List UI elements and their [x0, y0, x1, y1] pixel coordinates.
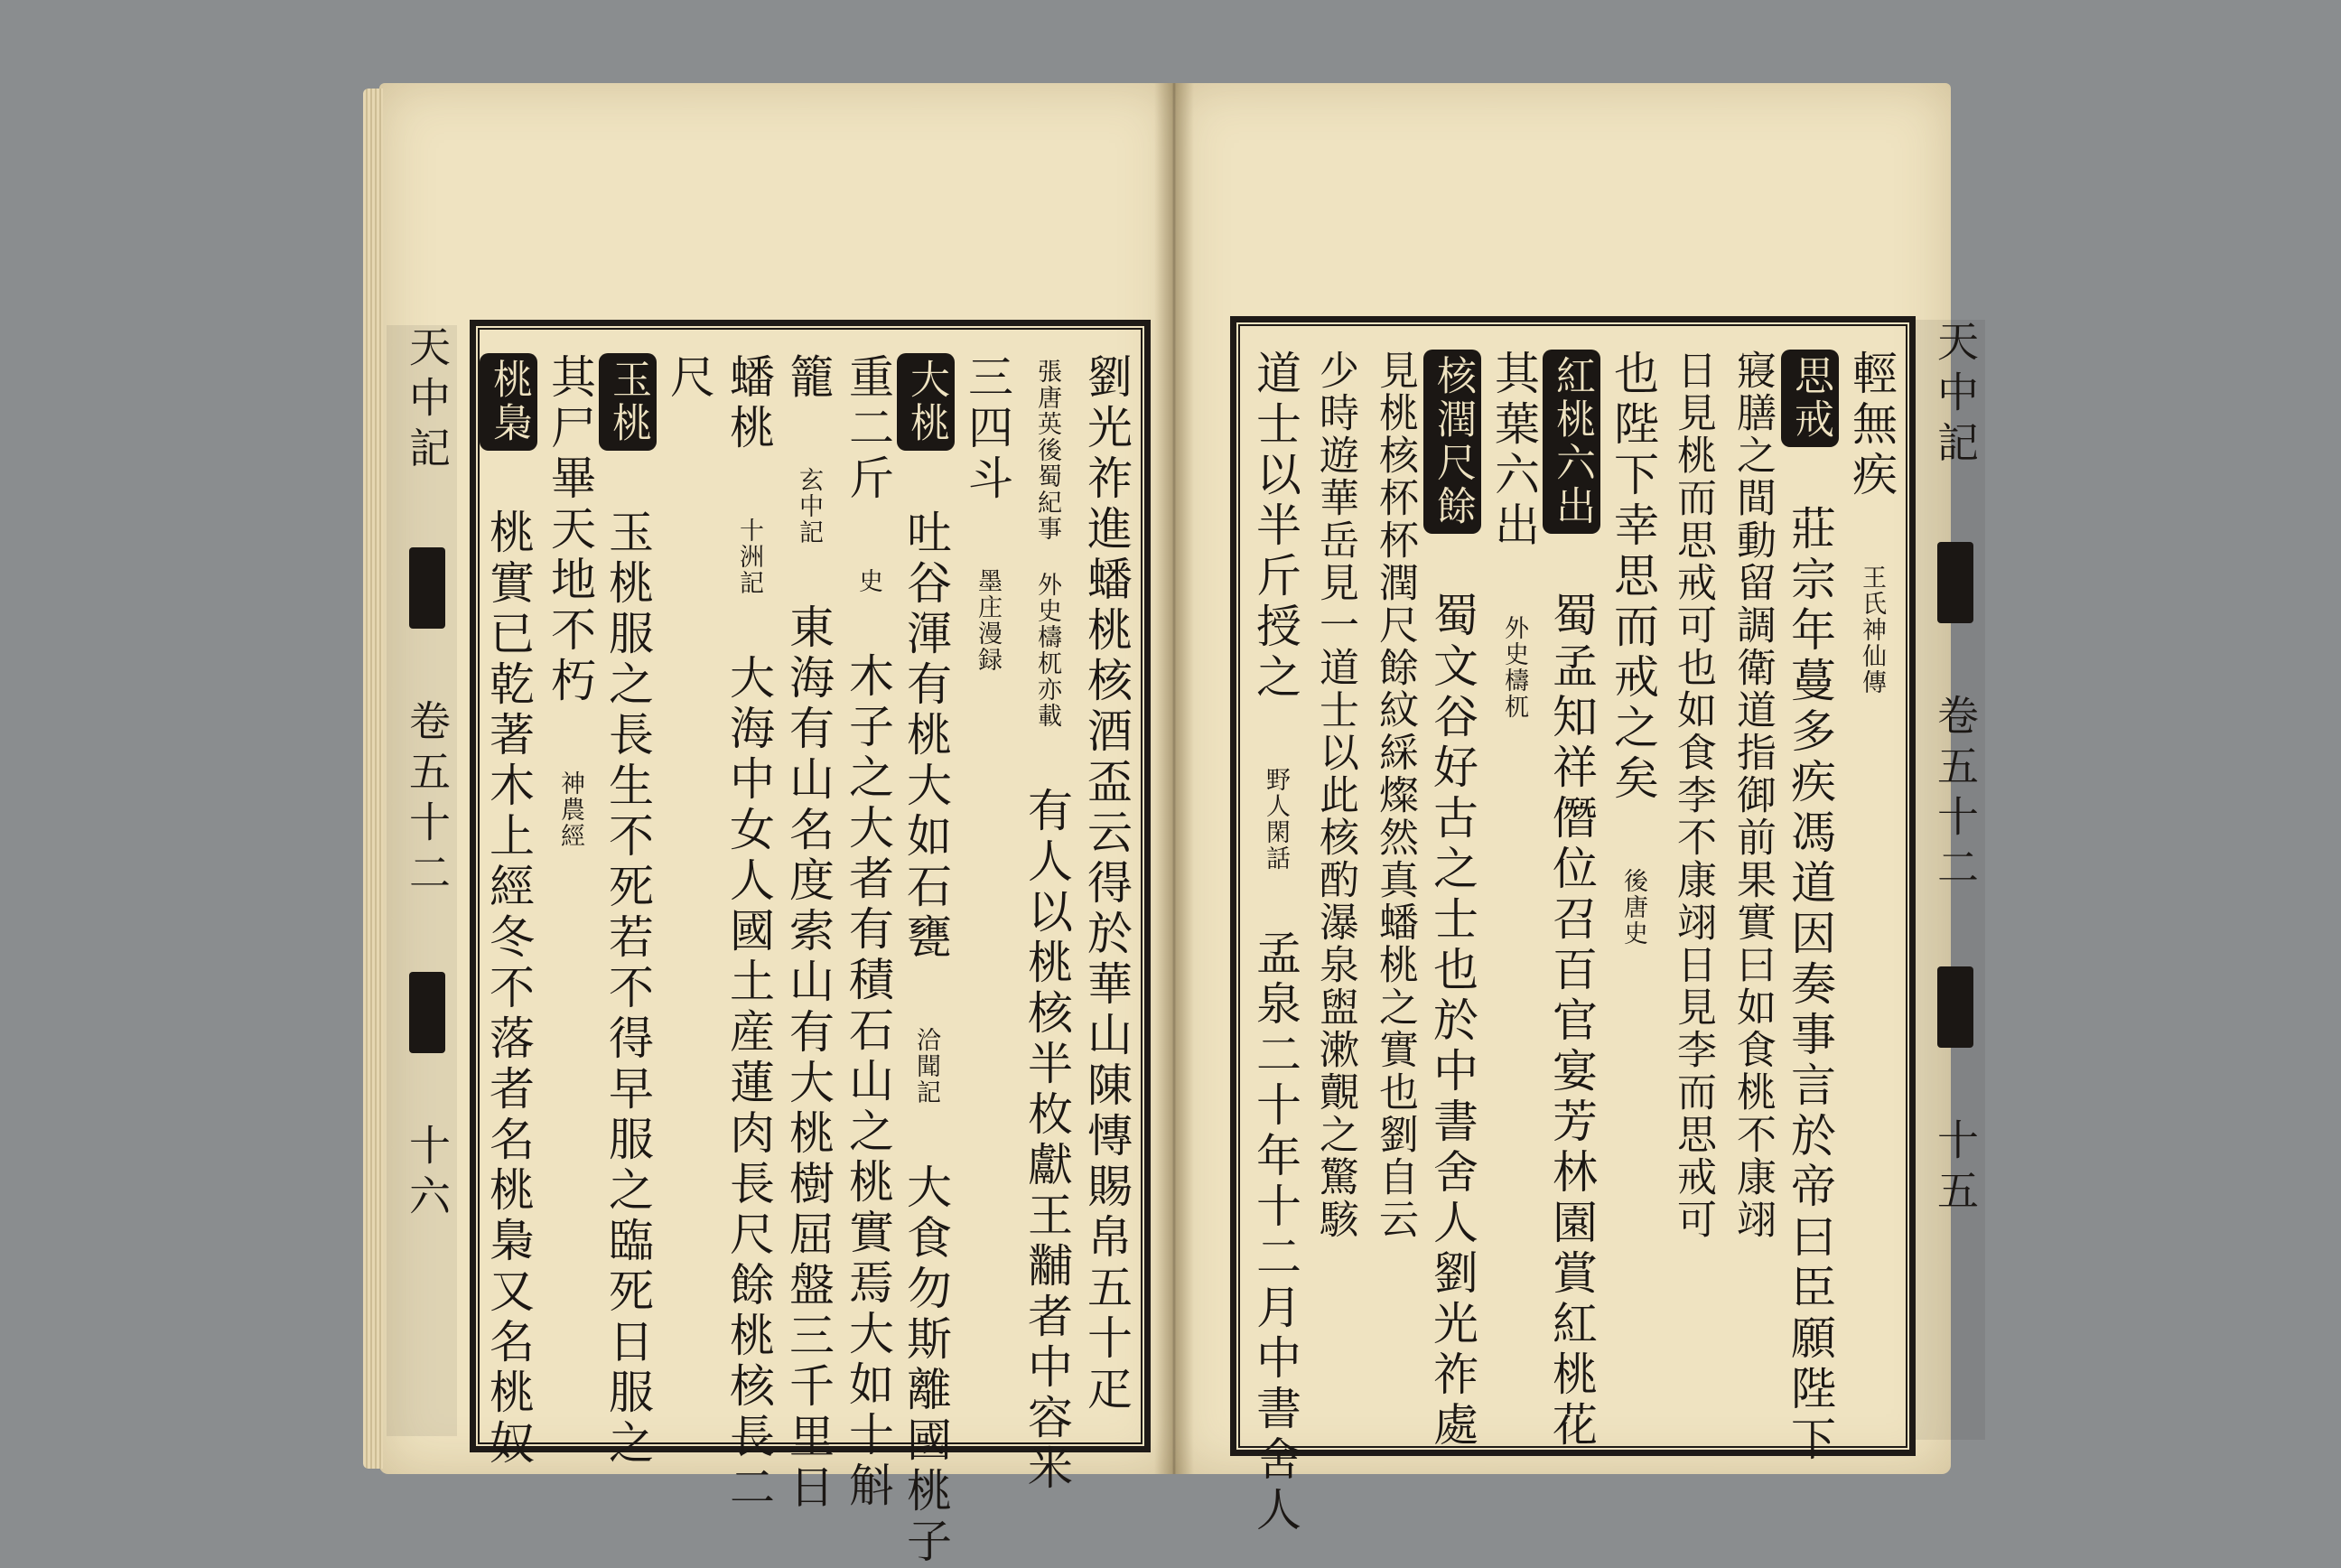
left-margin-folio: 十六: [403, 1124, 452, 1225]
text-column: [480, 353, 537, 1470]
text-column: [1367, 350, 1422, 1241]
column-text: 道士以半斤授之: [1249, 350, 1301, 704]
column-text: 莊宗年蔓多疾馮道因奏事言於帝曰臣願陛下: [1784, 505, 1836, 1466]
right-text-frame: [1230, 316, 1916, 1536]
column-note: 洽聞記: [912, 1027, 940, 1106]
column-text: 大海中女人國土産蓮肉長尺餘桃核長二: [723, 654, 775, 1514]
text-column: [1020, 353, 1074, 1495]
entry-heading-tag: 桃梟: [480, 353, 537, 451]
column-text: 寢膳之間動留調衛道指御前果實曰如食桃不康翊: [1730, 350, 1776, 1241]
fish-tail-mark-icon: [409, 972, 445, 1053]
right-page: [1174, 83, 1980, 1536]
left-page: [379, 83, 1174, 1568]
column-note: 神農經: [556, 770, 584, 849]
column-text: 有人以桃核半枚獻王黼者中容米: [1021, 787, 1073, 1495]
text-column: [1844, 350, 1898, 695]
entry-heading-tag: 紅桃六出: [1543, 350, 1600, 534]
column-text: 玉桃服之長生不死若不得早服之臨死日服之: [602, 509, 654, 1470]
text-column: [897, 353, 955, 1568]
column-text: 重二斤: [842, 353, 894, 505]
left-margin-volume: 卷五十二: [403, 699, 452, 901]
column-text: 尺: [663, 353, 715, 404]
left-text-frame: [470, 320, 1151, 1568]
column-text: 木子之大者有積石山之桃實焉大如十斛: [842, 652, 894, 1512]
column-text: 吐谷渾有桃大如石甕: [900, 509, 952, 964]
column-text: 籠: [782, 353, 835, 404]
text-column: [781, 353, 835, 1514]
right-margin-title: 天中記: [1931, 320, 1980, 471]
column-note: 張唐英後蜀紀事 外史檮杌亦載: [1033, 359, 1061, 729]
left-page-edges: [363, 89, 383, 1469]
column-note: 玄中記: [795, 467, 823, 546]
text-column: [722, 353, 776, 1514]
fish-tail-mark-icon: [1937, 966, 1973, 1048]
fish-tail-mark-icon: [409, 547, 445, 629]
text-column: [960, 353, 1014, 673]
right-margin-folio: 十五: [1931, 1118, 1980, 1219]
open-book: [379, 83, 1980, 1568]
text-column: [1248, 350, 1302, 1536]
column-text: 三四斗: [961, 353, 1013, 505]
text-column: [1725, 350, 1779, 1241]
column-text: 蜀孟知祥僭位召百官宴芳林園賞紅桃花: [1545, 592, 1598, 1451]
text-column: [599, 353, 657, 1470]
text-column: [662, 353, 716, 404]
column-text: 其尸畢天地不朽: [544, 353, 596, 707]
entry-heading-tag: 思戒: [1781, 350, 1839, 447]
column-note: 十洲記: [735, 518, 763, 596]
column-note: 墨庄漫録: [974, 568, 1002, 673]
column-note: 野人閑話: [1262, 767, 1290, 872]
column-text: 大食勿斯離國桃子: [900, 1163, 952, 1568]
text-column: [1606, 350, 1660, 947]
column-note: 外史檮杌: [1500, 615, 1528, 720]
right-margin-volume: 卷五十二: [1931, 694, 1980, 896]
entry-heading-tag: 核潤尺餘: [1423, 350, 1481, 534]
column-text: 劉光祚進蟠桃核酒盃云得於華山陳慱賜帛五十疋: [1080, 353, 1133, 1415]
left-page-margin: [387, 325, 457, 1436]
column-text: 蟠桃: [723, 353, 775, 454]
book-gutter: [1154, 83, 1194, 1474]
column-text: 東海有山名度索山有大桃樹屈盤三千里日: [782, 603, 835, 1514]
right-page-margin: [1915, 320, 1985, 1440]
text-column: [841, 353, 895, 1512]
column-text: 輕無疾: [1845, 350, 1898, 501]
text-column: [1781, 350, 1839, 1466]
column-text: 也陛下幸思而戒之矣: [1607, 350, 1659, 805]
column-text: 其葉六出: [1488, 350, 1540, 552]
text-column: [1079, 353, 1133, 1415]
text-column: [543, 353, 597, 849]
text-column: [1665, 350, 1720, 1241]
column-text: 見桃核杯杯潤尺餘紋綵燦然真蟠桃之實也劉自云: [1372, 350, 1418, 1241]
entry-heading-tag: 玉桃: [599, 353, 657, 451]
text-column: [1543, 350, 1600, 1451]
column-note: 後唐史: [1619, 868, 1647, 947]
column-text: 日見桃而思戒可也如食李不康翊日見李而思戒可: [1670, 350, 1716, 1241]
column-text: 少時遊華岳見一道士以此核酌瀑泉盥漱覿之驚駭: [1312, 350, 1358, 1241]
text-column: [1308, 350, 1362, 1241]
column-note: 王氏神仙傳: [1858, 565, 1886, 695]
fish-tail-mark-icon: [1937, 542, 1973, 623]
text-column: [1423, 350, 1481, 1451]
column-note: 史: [854, 568, 882, 594]
column-text: 孟泉二十年十二月中書舍人: [1249, 929, 1301, 1536]
left-margin-title: 天中記: [403, 325, 452, 477]
column-text: 桃實已乾著木上經冬不落者名桃梟又名桃奴: [482, 509, 535, 1470]
column-text: 蜀文谷好古之士也於中書舍人劉光祚處: [1426, 592, 1478, 1451]
text-column: [1487, 350, 1541, 720]
entry-heading-tag: 大桃: [897, 353, 955, 451]
